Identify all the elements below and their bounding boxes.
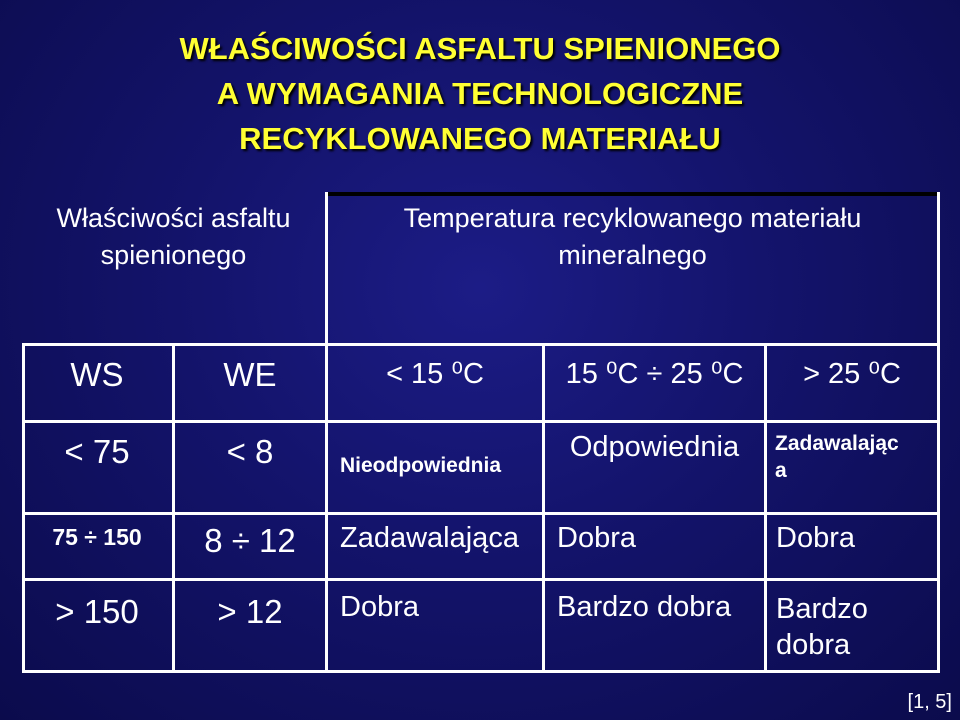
row1-we: < 8	[226, 433, 274, 470]
reference-citation: [1, 5]	[907, 691, 952, 713]
row2-above-25: Dobra	[776, 522, 855, 554]
col-header-above-25: > 25 ⁰C	[803, 358, 901, 390]
col-header-ws: WS	[70, 356, 124, 393]
title-line-1: WŁAŚCIWOŚCI ASFALTU SPIENIONEGO	[179, 31, 781, 66]
row1-above-25: Zadawalając a	[775, 432, 899, 482]
row1-ws: < 75	[64, 433, 130, 470]
title-line-2: A WYMAGANIA TECHNOLOGICZNE	[216, 76, 744, 111]
col-line-3	[542, 343, 545, 673]
col-line-2	[325, 343, 328, 673]
header-material-temperature: Temperatura recyklowanego materiału mineralnego	[403, 203, 862, 270]
col-line-4	[764, 343, 767, 673]
row2-we: 8 ÷ 12	[204, 522, 296, 559]
title-line-3: RECYKLOWANEGO MATERIAŁU	[239, 121, 721, 156]
row-line-1	[22, 343, 940, 346]
row-line-3	[22, 512, 940, 515]
header-asphalt-properties: Właściwości asfaltu spienionego	[56, 203, 291, 270]
row-line-2	[22, 420, 940, 423]
row1-15-25: Odpowiednia	[569, 431, 740, 463]
row3-we: > 12	[217, 593, 283, 630]
table-bottom-border	[22, 670, 940, 673]
row3-15-25: Bardzo dobra	[557, 591, 732, 623]
row3-ws: > 150	[55, 593, 139, 630]
col-header-below-15: < 15 ⁰C	[386, 358, 484, 390]
row2-15-25: Dobra	[557, 522, 636, 554]
col-header-15-25: 15 ⁰C ÷ 25 ⁰C	[565, 358, 744, 390]
row1-below-15: Nieodpowiednia	[340, 454, 502, 477]
table-top-border	[327, 192, 940, 196]
row3-below-15: Dobra	[340, 591, 419, 623]
table-right-border	[937, 192, 940, 673]
col-header-we: WE	[223, 356, 277, 393]
row2-ws: 75 ÷ 150	[52, 524, 142, 550]
row3-above-25: Bardzo dobra	[776, 593, 868, 661]
row-line-4	[22, 578, 940, 581]
row2-below-15: Zadawalająca	[340, 522, 519, 554]
